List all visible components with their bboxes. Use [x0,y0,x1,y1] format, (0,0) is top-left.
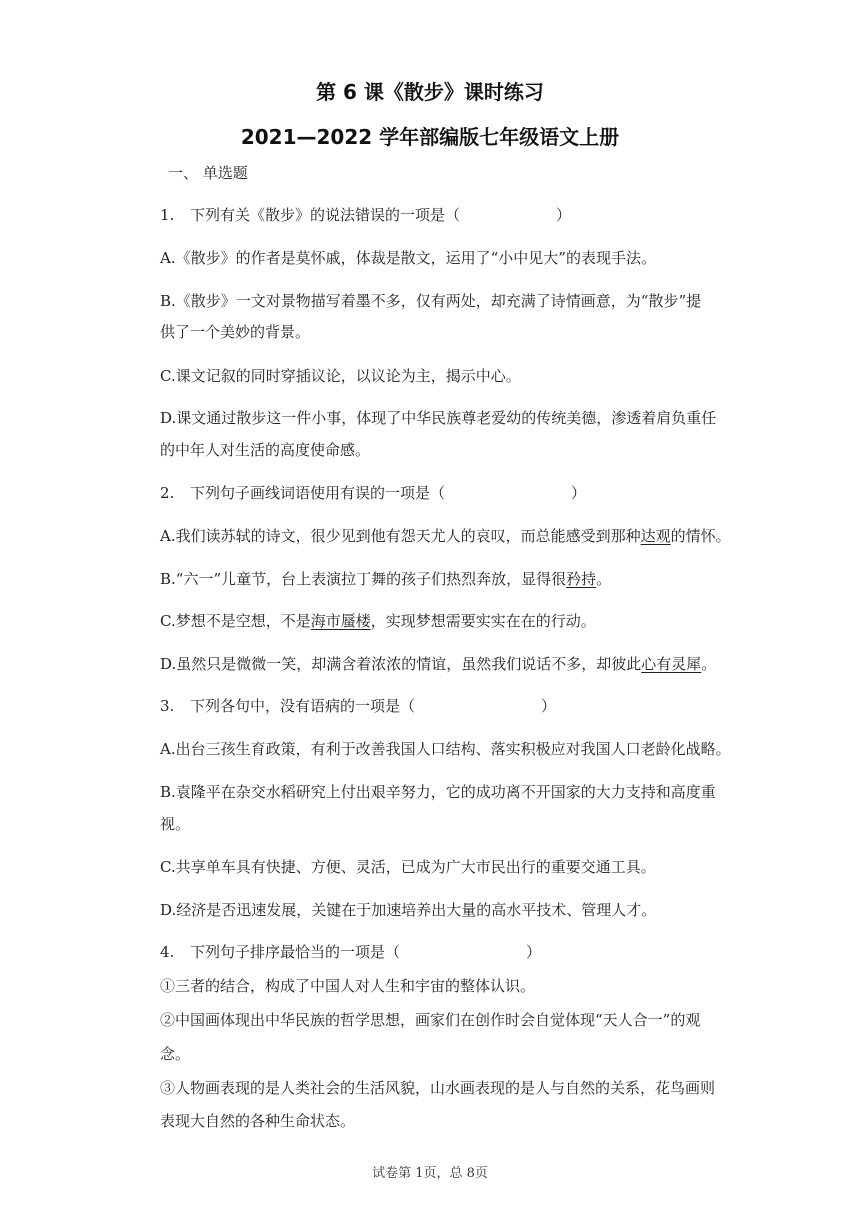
option-d: D.虽然只是微微一笑，却满含着浓浓的情谊，虽然我们说话不多，却彼此心有灵犀。 [160,655,717,673]
question-stem: 下列各句中，没有语病的一项是（ [190,697,416,715]
sentence-2: ②中国画体现出中华民族的哲学思想，画家们在创作时会自觉体现“天人合一”的观 [160,1011,701,1029]
page-footer: 试卷第 1页，总 8页 [372,1166,488,1181]
question-1: 1. 下列有关《散步》的说法错误的一项是（ ） [160,206,572,224]
question-2: 2. 下列句子画线词语使用有误的一项是（ ） [160,484,587,502]
option-d-cont: 的中年人对生活的高度使命感。 [160,441,371,459]
sentence-1: ①三者的结合，构成了中国人对人生和宇宙的整体认识。 [160,977,536,995]
question-number: 1. [160,206,175,224]
question-number: 4. [160,943,175,961]
option-a: A.出台三孩生育政策，有利于改善我国人口结构、落实积极应对我国人口老龄化战略。 [160,740,731,758]
option-c: C.梦想不是空想，不是海市蜃楼，实现梦想需要实实在在的行动。 [160,612,596,630]
option-b: B.“六一”儿童节，台上表演拉丁舞的孩子们热烈奔放，显得很矜持。 [160,570,612,588]
underlined-word: 心有灵犀 [641,655,702,673]
option-a: A.《散步》的作者是莫怀戚，体裁是散文，运用了“小中见大”的表现手法。 [160,249,656,267]
option-a: A.我们读苏轼的诗文，很少见到他有怨天尤人的哀叹，而总能感受到那种达观的情怀。 [160,527,731,545]
underlined-word: 海市蜃楼 [310,612,371,630]
underlined-word: 达观 [640,527,671,545]
sentence-3-cont: 表现大自然的各种生命状态。 [160,1112,356,1130]
question-4: 4. 下列句子排序最恰当的一项是（ ） [160,943,542,961]
option-d: D.课文通过散步这一件小事，体现了中华民族尊老爱幼的传统美德，渗透着肩负重任 [160,409,717,427]
sentence-2-cont: 念。 [160,1045,191,1063]
document-subtitle: 2021—2022 学年部编版七年级语文上册 [240,125,620,149]
option-d: D.经济是否迅速发展，关键在于加速培养出大量的高水平技术、管理人才。 [160,901,657,919]
sentence-3: ③人物画表现的是人类社会的生活风貌，山水画表现的是人与自然的关系，花鸟画则 [160,1079,716,1097]
question-stem: 下列有关《散步》的说法错误的一项是（ [190,206,461,224]
document-title: 第 6 课《散步》课时练习 [316,80,544,104]
question-number: 3. [160,697,175,715]
option-b-cont: 供了一个美妙的背景。 [160,323,311,341]
question-stem: 下列句子排序最恰当的一项是（ [190,943,401,961]
underlined-word: 矜持 [566,570,597,588]
question-number: 2. [160,484,175,502]
option-c: C.共享单车具有快捷、方便、灵活，已成为广大市民出行的重要交通工具。 [160,858,656,876]
section-heading: 一、 单选题 [168,164,248,182]
option-b: B.《散步》一文对景物描写着墨不多，仅有两处，却充满了诗情画意，为“散步”提 [160,292,702,310]
option-b: B.袁隆平在杂交水稻研究上付出艰辛努力，它的成功离不开国家的大力支持和高度重 [160,783,716,801]
option-c: C.课文记叙的同时穿插议论，以议论为主，揭示中心。 [160,367,521,385]
question-3: 3. 下列各句中，没有语病的一项是（ ） [160,697,557,715]
question-stem: 下列句子画线词语使用有误的一项是（ [190,484,446,502]
option-b-cont: 视。 [160,815,191,833]
